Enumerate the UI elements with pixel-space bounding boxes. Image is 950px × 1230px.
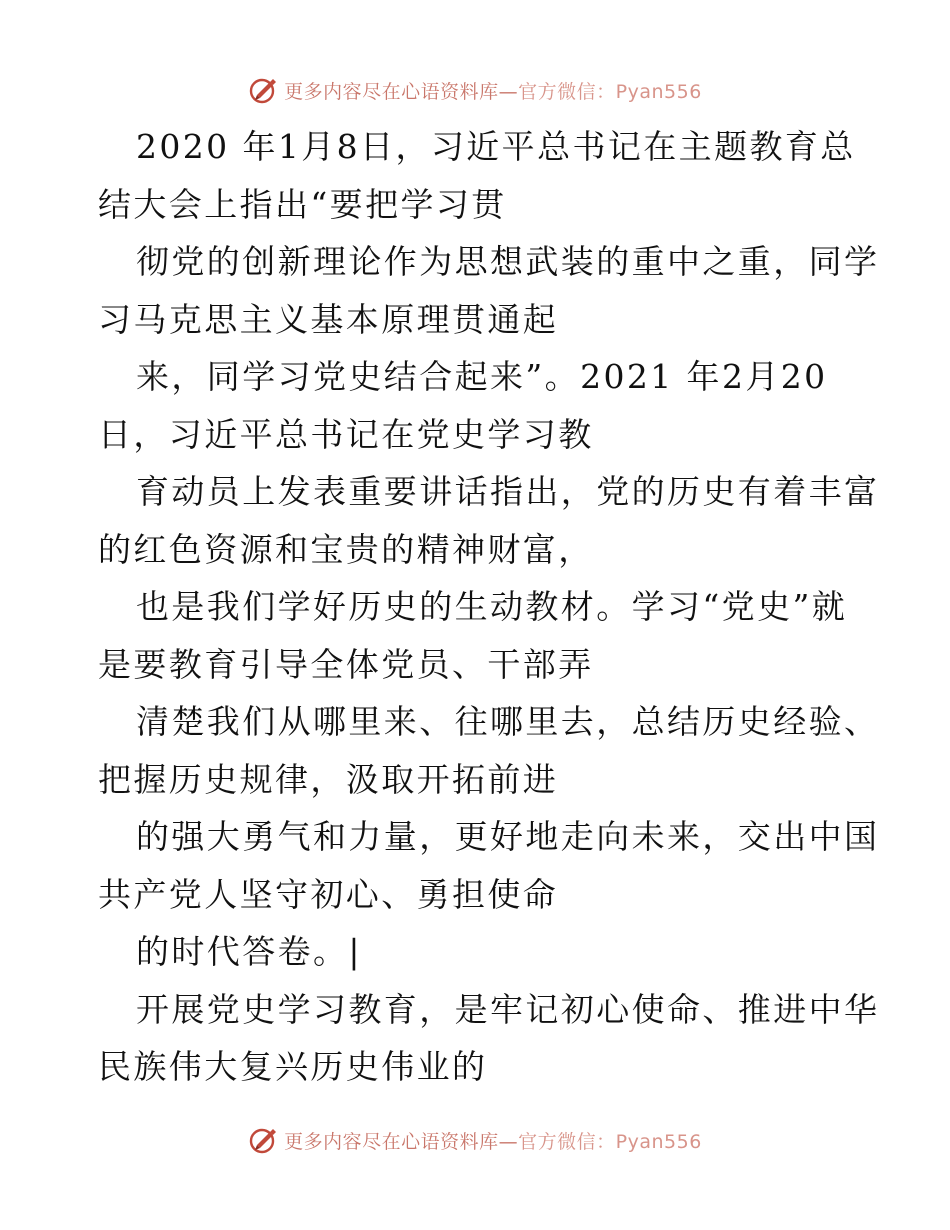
text-line: 2020 年1月8日，习近平总书记在主题教育总 [136,127,856,166]
text-line: 育动员上发表重要讲话指出，党的历史有着丰富 [136,472,880,511]
pen-logo-icon [248,74,280,106]
text-line: 彻党的创新理论作为思想武装的重中之重，同学 [136,242,880,281]
text-line: 日，习近平总书记在党史学习教 [98,414,594,454]
text-line: 结大会上指出“要把学习贯 [98,184,507,224]
banner-wechat: 官方微信：Pyan556 [518,80,702,103]
banner-separator: — [498,80,519,103]
text-line: 共产党人坚守初心、勇担使命 [98,874,559,914]
header-banner-text [284,77,702,104]
text-line: 民族伟大复兴历史伟业的 [98,1047,488,1086]
document-body [98,118,880,1096]
text-line: 把握历史规律，汲取开拓前进 [98,759,559,799]
banner-wechat: 官方微信：Pyan556 [518,1130,702,1153]
text-line: 来，同学习党史结合起来”。2021 年2月20 [136,357,828,396]
banner-site-name: 更多内容尽在心语资料库 [284,1130,499,1153]
text-line: 的强大勇气和力量，更好地走向未来，交出中国 [136,817,880,856]
text-line: 是要教育引导全体党员、干部弄 [98,644,594,684]
pen-logo-icon [248,1124,280,1156]
text-line: 清楚我们从哪里来、往哪里去，总结历史经验、 [136,702,880,741]
text-line: 的时代答卷。| [136,932,362,971]
header-watermark-banner [0,72,950,108]
footer-watermark-banner [0,1122,950,1158]
text-line: 的红色资源和宝贵的精神财富， [98,529,594,569]
text-line: 习马克思主义基本原理贯通起 [98,299,559,339]
footer-banner-text [284,1127,702,1154]
banner-separator: — [498,1130,519,1153]
banner-site-name: 更多内容尽在心语资料库 [284,80,499,103]
text-line: 开展党史学习教育，是牢记初心使命、推进中华 [136,989,880,1029]
text-line: 也是我们学好历史的生动教材。学习“党史”就 [136,587,848,626]
